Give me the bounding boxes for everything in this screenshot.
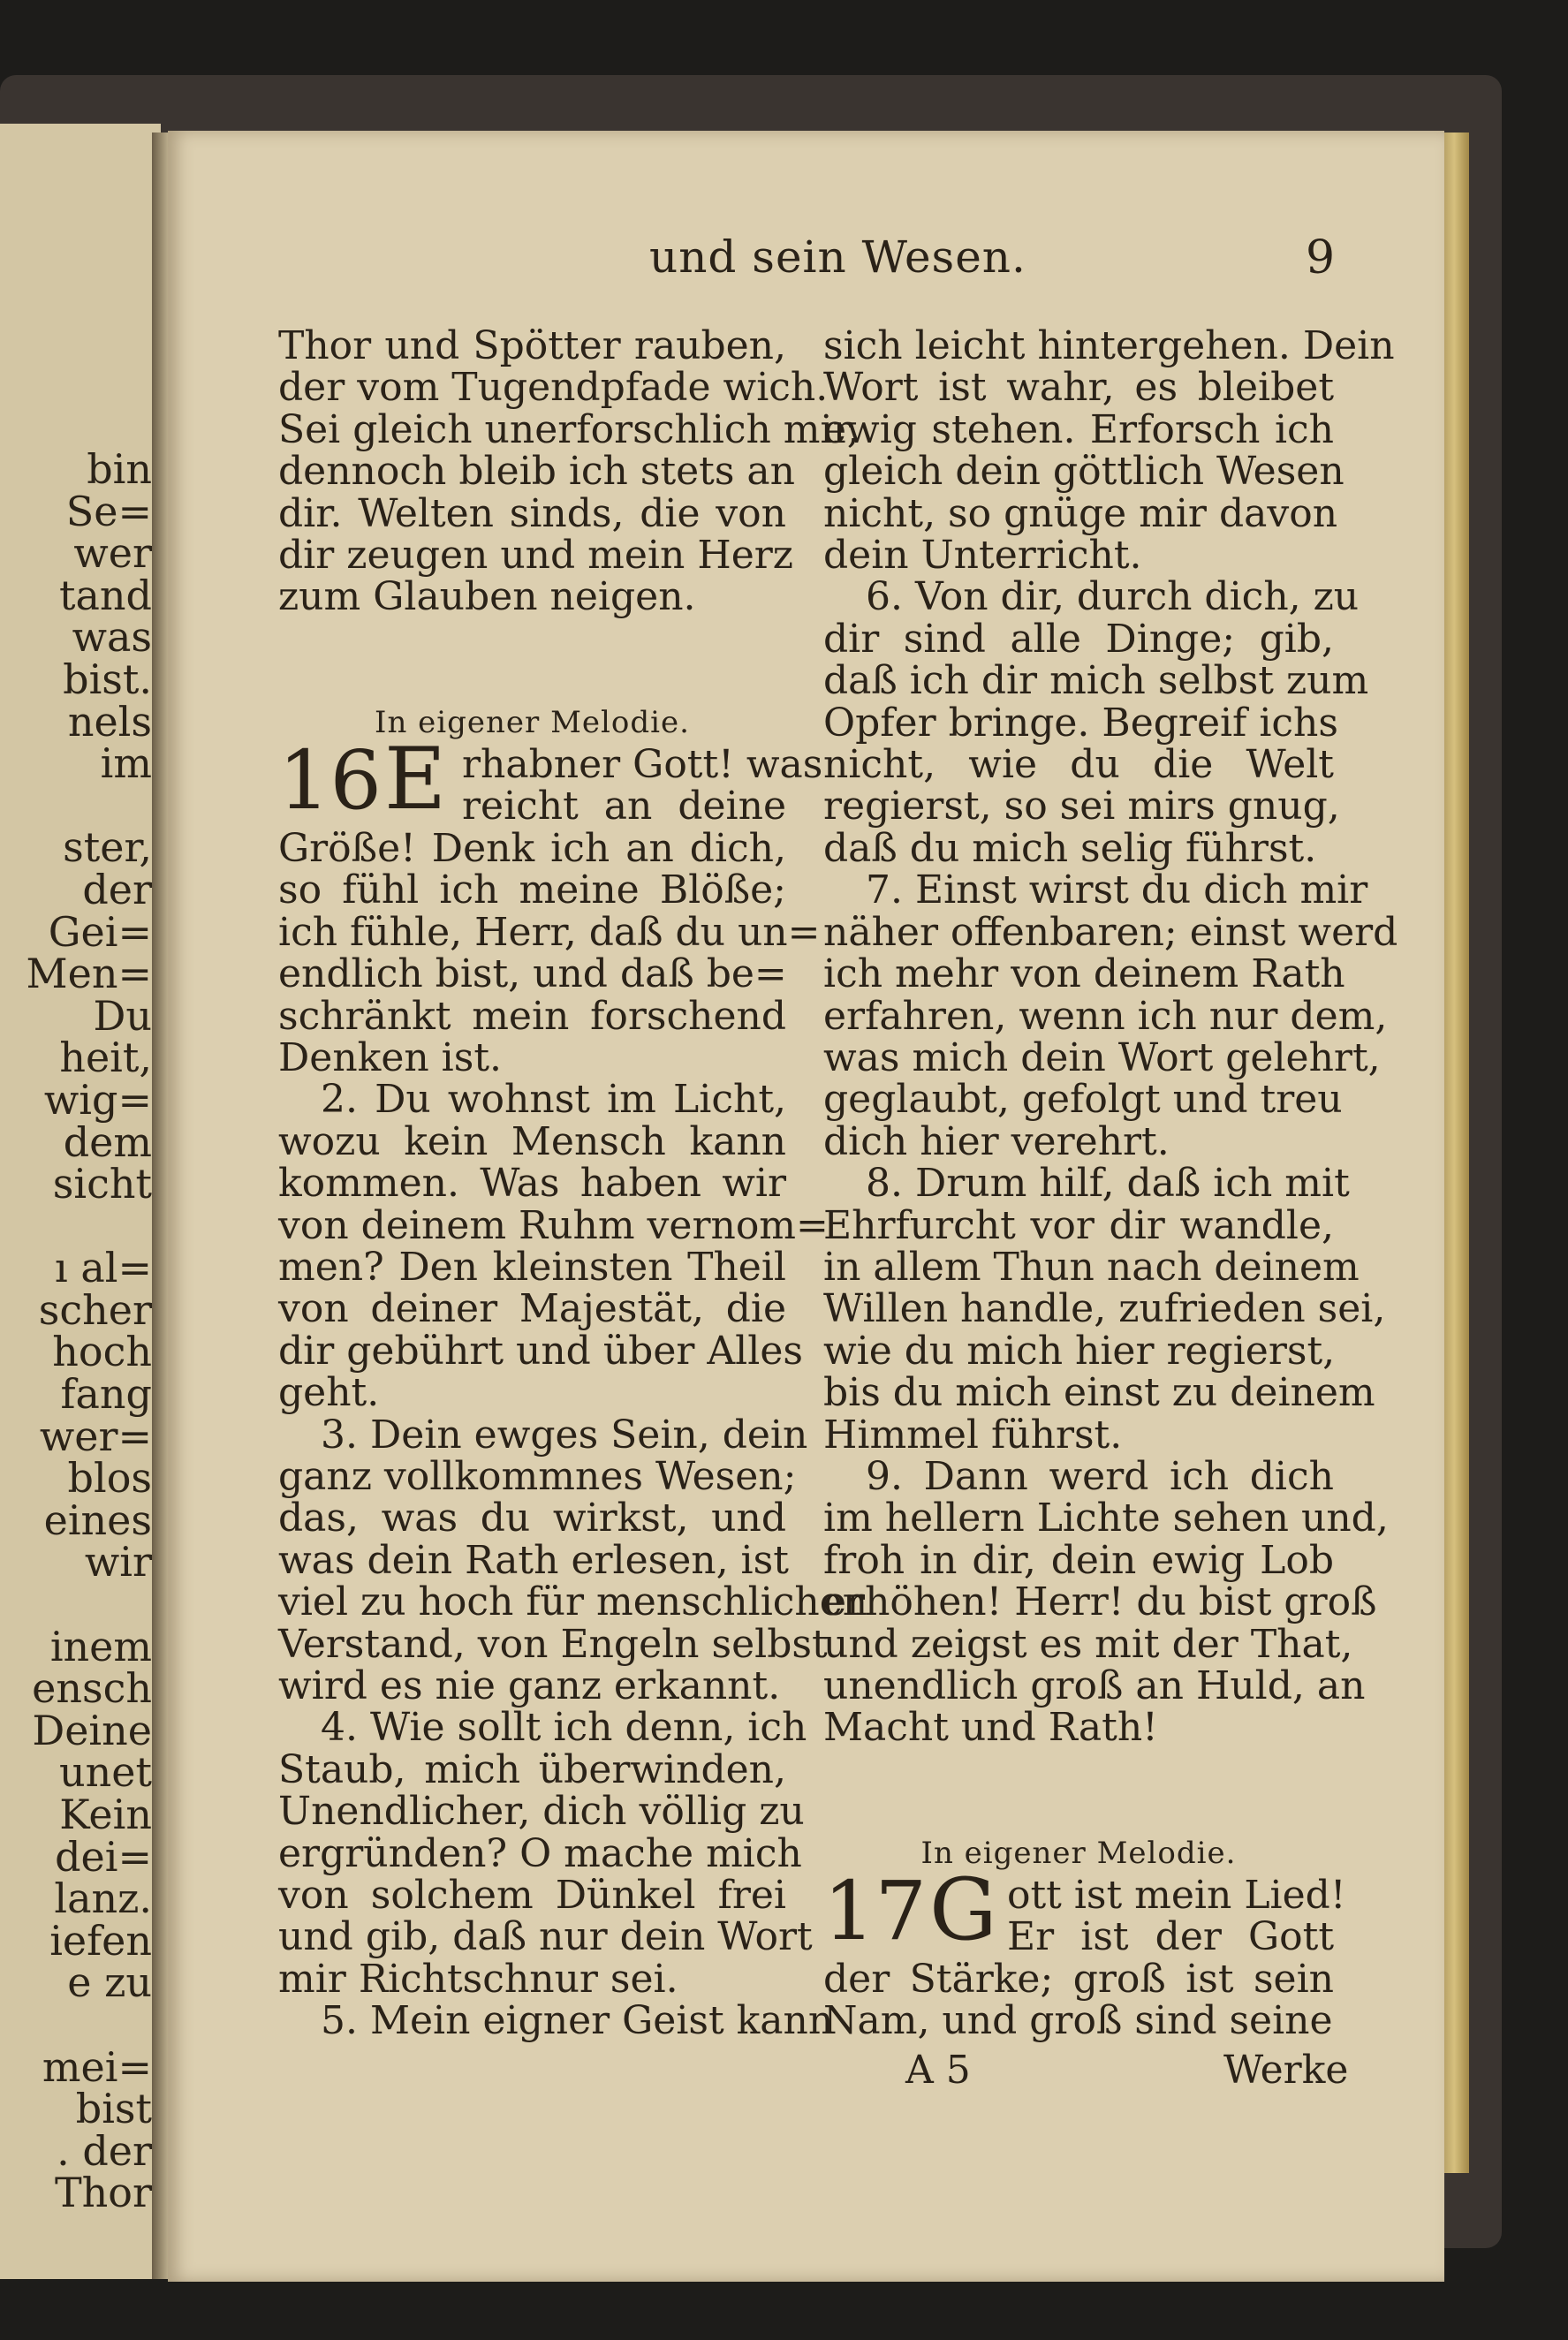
hymn-first-line: ott ist mein Lied! <box>1007 1873 1346 1919</box>
text-line: Denken ist. <box>278 1034 502 1080</box>
hymn-16-verses-continued <box>823 323 1398 1751</box>
left-page-fragment: Deine <box>32 1706 152 1754</box>
text-line: ewig stehen. Erforsch ich <box>823 406 1334 452</box>
left-page-fragment: iefen <box>49 1916 152 1965</box>
text-line: Sei gleich unerforschlich mir, <box>278 406 860 452</box>
text-line: in allem Thun nach deinem <box>823 1244 1360 1290</box>
text-line: nicht, wie du die Welt <box>823 742 1334 788</box>
left-page-fragment: e zu <box>67 1958 152 2007</box>
text-line: unendlich groß an Huld, an <box>823 1663 1366 1708</box>
text-line: schränkt mein forschend <box>278 993 786 1039</box>
text-line: viel zu hoch für menschlichen <box>278 1579 868 1625</box>
text-line: dir zeugen und mein Herz <box>278 533 793 579</box>
text-line: geht. <box>278 1370 380 1416</box>
text-line: mir Richtschnur sei. <box>278 1956 678 2002</box>
text-line: Größe! Denk ich an dich, <box>278 825 786 871</box>
text-line: Staub, mich überwinden, <box>278 1746 786 1792</box>
melody-note: In eigener Melodie. <box>920 1835 1237 1871</box>
text-line: daß du mich selig führst. <box>823 825 1317 871</box>
left-page-fragment: im <box>100 739 152 788</box>
text-line: Thor und Spötter rauben, <box>278 323 786 368</box>
text-line: dennoch bleib ich stets an <box>278 449 795 495</box>
text-line: der vom Tugendpfade wich. <box>278 365 829 411</box>
left-page-fragment: fang <box>60 1370 152 1419</box>
text-line: dir sind alle Dinge; gib, <box>823 616 1334 662</box>
text-line: gleich dein göttlich Wesen <box>823 449 1345 495</box>
text-line: im hellern Lichte sehen und, <box>823 1496 1389 1541</box>
left-page-fragment: Du <box>93 991 152 1040</box>
text-line: so fühl ich meine Blöße; <box>278 867 786 913</box>
text-line: 3. Dein ewges Sein, dein <box>321 1412 808 1458</box>
text-line: Macht und Rath! <box>823 1705 1158 1751</box>
left-page-fragment: bin <box>87 445 152 493</box>
left-page-fragment: ensch <box>32 1664 152 1713</box>
text-line: was dein Rath erlesen, ist <box>278 1537 789 1583</box>
left-page-fragment: dei= <box>55 1832 152 1881</box>
text-line: men? Den kleinsten Theil <box>278 1244 786 1290</box>
printer-signature-mark: A 5 <box>905 2048 971 2093</box>
left-page-fragment: inem <box>49 1622 152 1670</box>
text-line: 7. Einst wirst du dich mir <box>866 867 1368 913</box>
melody-note: In eigener Melodie. <box>375 704 690 740</box>
left-page-fragment: scher <box>38 1285 152 1334</box>
left-page-fragment: . der <box>57 2126 152 2175</box>
text-line: froh in dir, dein ewig Lob <box>823 1537 1334 1583</box>
hymn-17-text <box>823 1958 1334 2042</box>
drop-cap: E <box>384 730 447 829</box>
text-line: 2. Du wohnst im Licht, <box>321 1077 786 1123</box>
left-page-fragment: Gei= <box>48 907 152 956</box>
text-line: zum Glauben neigen. <box>278 574 696 620</box>
text-line: von deinem Ruhm vernom= <box>278 1202 829 1248</box>
left-page-fragment: hoch <box>52 1328 152 1376</box>
text-line: Verstand, von Engeln selbst <box>278 1621 828 1667</box>
left-page-fragment: wer <box>73 529 152 578</box>
hymn-number: 17 <box>823 1864 928 1959</box>
text-line: das, was du wirkst, und <box>278 1496 786 1541</box>
text-line: ganz vollkommnes Wesen; <box>278 1453 797 1499</box>
left-page-fragment: blos <box>67 1454 152 1503</box>
text-line: Willen handle, zufrieden sei, <box>823 1286 1386 1332</box>
left-page-fragment <box>2 785 152 828</box>
text-line: dir gebührt und über Alles <box>278 1328 803 1374</box>
text-line: 8. Drum hilf, daß ich mit <box>866 1161 1350 1207</box>
text-line: Himmel führst. <box>823 1412 1123 1458</box>
text-line: bis du mich einst zu deinem <box>823 1370 1375 1416</box>
text-line: von solchem Dünkel frei <box>278 1873 786 1919</box>
text-line: Nam, und groß sind seine <box>823 1998 1333 2044</box>
left-page-fragment: lanz. <box>54 1874 152 1923</box>
text-line: dein Unterricht. <box>823 533 1142 579</box>
hymn-second-line: Er ist der Gott <box>1007 1914 1334 1960</box>
hymn-16-verses <box>278 825 868 2044</box>
hymn-number: 16 <box>278 733 383 829</box>
text-line: regierst, so sei mirs gnug, <box>823 784 1340 829</box>
text-line: 4. Wie sollt ich denn, ich <box>321 1705 807 1751</box>
text-line: Wort ist wahr, es bleibet <box>823 365 1334 411</box>
left-page-fragment: was <box>72 613 152 662</box>
text-line: was mich dein Wort gelehrt, <box>823 1034 1381 1080</box>
left-page-fragment: Men= <box>26 950 152 998</box>
hymn-first-line: rhabner Gott! was <box>462 742 823 788</box>
text-line: und zeigst es mit der That, <box>823 1621 1353 1667</box>
left-page-fragment: tand <box>59 571 152 619</box>
left-page-fragment: wir <box>84 1538 152 1587</box>
text-line: daß ich dir mich selbst zum <box>823 658 1369 704</box>
text-line: Unendlicher, dich völlig zu <box>278 1789 805 1835</box>
hymn-second-line: reicht an deine <box>462 784 786 829</box>
text-line: endlich bist, und daß be= <box>278 951 787 997</box>
text-line: der Stärke; groß ist sein <box>823 1956 1334 2002</box>
text-line: wozu kein Mensch kann <box>278 1118 786 1164</box>
drop-cap: G <box>929 1860 997 1960</box>
left-page-fragment: dem <box>63 1117 152 1166</box>
left-page-fragment <box>2 1206 152 1248</box>
left-page-fragment <box>2 2004 152 2047</box>
text-line: Opfer bringe. Begreif ichs <box>823 700 1338 746</box>
running-head: und sein Wesen. <box>649 231 1026 283</box>
text-line: geglaubt, gefolgt und treu <box>823 1077 1343 1123</box>
left-page-fragment: Kein <box>59 1791 152 1838</box>
text-line: kommen. Was haben wir <box>278 1161 786 1207</box>
text-line: 9. Dann werd ich dich <box>866 1453 1334 1499</box>
left-page-fragment: mei= <box>42 2042 152 2091</box>
text-line: nicht, so gnüge mir davon <box>823 490 1338 536</box>
text-line: ergründen? O mache mich <box>278 1830 802 1876</box>
text-line: näher offenbaren; einst werd <box>823 909 1398 955</box>
left-page-fragment: heit, <box>59 1034 152 1082</box>
text-line: von deiner Majestät, die <box>278 1286 786 1332</box>
text-line: wie du mich hier regierst, <box>823 1328 1336 1374</box>
left-page-fragment: Se= <box>65 487 152 535</box>
text-line: 5. Mein eigner Geist kann <box>321 1998 834 2044</box>
left-page-fragment: bist. <box>63 655 152 703</box>
left-page-fragment: Thor <box>55 2169 152 2217</box>
text-line: dich hier verehrt. <box>823 1118 1170 1164</box>
left-page-fragment: unet <box>59 1748 152 1797</box>
text-line: sich leicht hintergehen. Dein <box>823 323 1395 368</box>
left-page-fragment: sicht <box>52 1160 152 1208</box>
left-page-fragment <box>2 1584 152 1626</box>
left-page-fragment: bist <box>75 2085 152 2133</box>
left-page-fragment: eines <box>43 1496 152 1544</box>
left-page-fragment: der <box>82 865 152 913</box>
left-page-fragment: nels <box>67 697 152 746</box>
left-page-fragment: ster, <box>63 823 152 872</box>
text-column-left <box>278 323 868 2044</box>
text-line: ich fühle, Herr, daß du un= <box>278 909 821 955</box>
catchword: Werke <box>1223 2048 1349 2093</box>
left-page-fragment: ı al= <box>54 1244 152 1292</box>
column1-continuation <box>278 323 860 620</box>
gilt-page-edge <box>1444 133 1469 2173</box>
text-line: erfahren, wenn ich nur dem, <box>823 993 1388 1039</box>
text-line: und gib, daß nur dein Wort <box>278 1914 813 1960</box>
left-page-fragment: wig= <box>43 1075 152 1124</box>
text-line: 6. Von dir, durch dich, zu <box>866 574 1360 620</box>
left-page <box>0 124 161 2279</box>
text-line: Ehrfurcht vor dir wandle, <box>823 1202 1334 1248</box>
left-page-fragment: wer= <box>39 1412 152 1460</box>
text-line: ich mehr von deinem Rath <box>823 951 1345 997</box>
left-page-text-fragments <box>2 445 152 2217</box>
text-column-right <box>823 323 1398 2044</box>
text-line: wird es nie ganz erkannt. <box>278 1663 781 1708</box>
page-number: 9 <box>1306 231 1336 284</box>
text-line: dir. Welten sinds, die von <box>278 490 786 536</box>
text-line: erhöhen! Herr! du bist groß <box>823 1579 1377 1625</box>
